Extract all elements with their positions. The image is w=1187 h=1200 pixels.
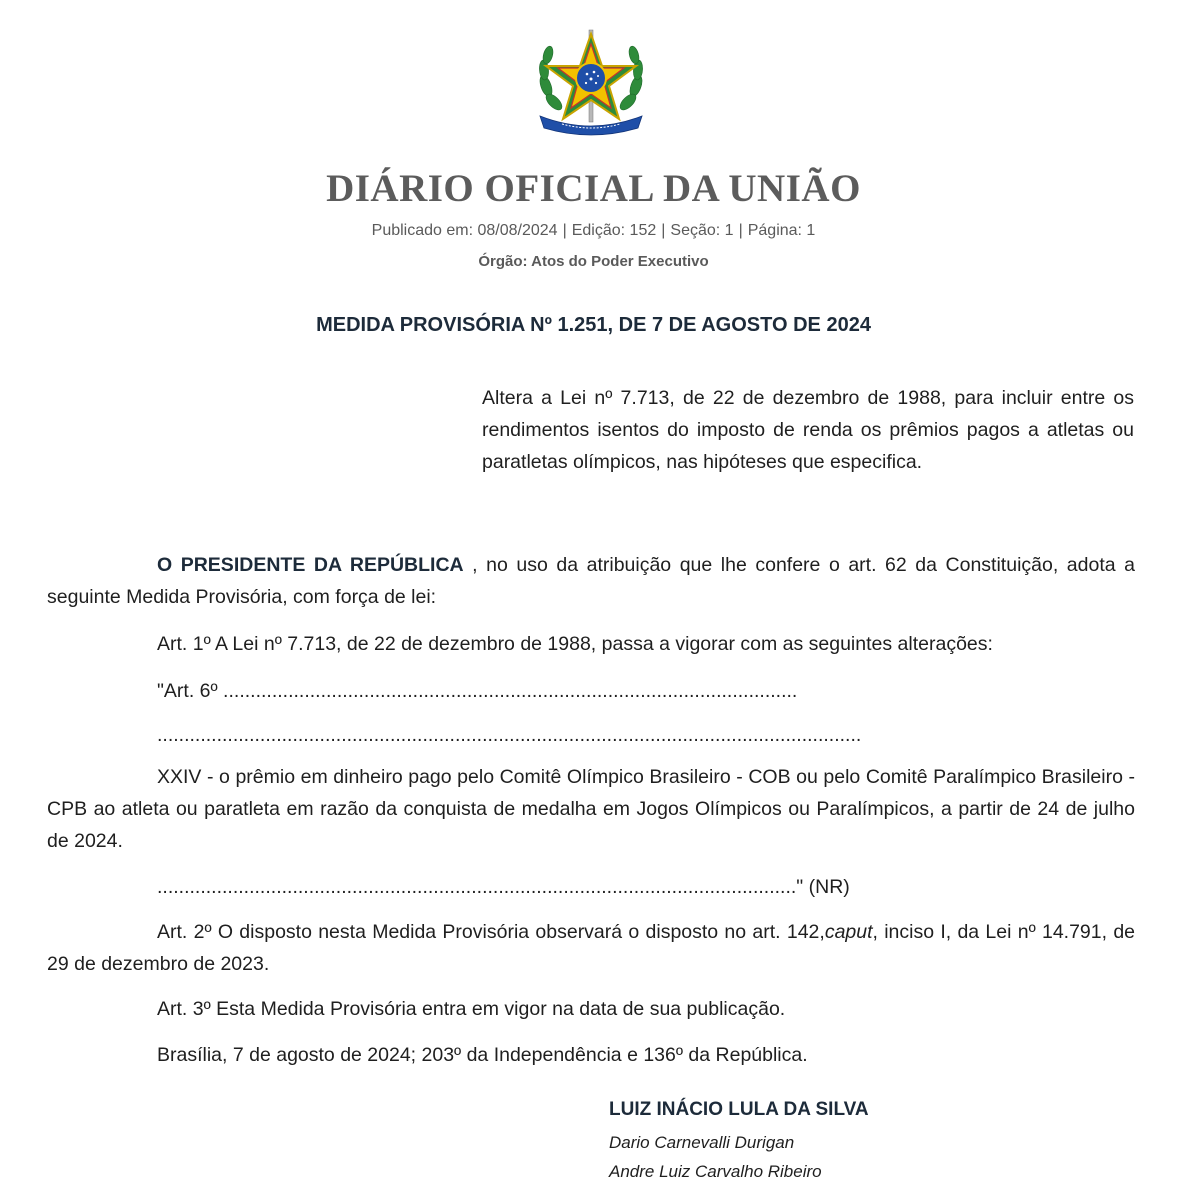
section-number: Seção: 1: [670, 222, 734, 239]
president-signature: LUIZ INÁCIO LULA DA SILVA: [609, 1099, 869, 1120]
edition-number: Edição: 152: [571, 222, 657, 239]
preamble-authority: O PRESIDENTE DA REPÚBLICA: [157, 554, 464, 576]
minister-signature: Dario Carnevalli Durigan: [609, 1133, 795, 1152]
article-2: [47, 916, 1135, 980]
coat-of-arms-icon: [532, 28, 650, 138]
article-1: Art. 1º A Lei nº 7.713, de 22 de dezembro de 1988, passa a vigorar com as seguintes alterações:: [157, 633, 993, 655]
item-xxiv: XXIV - o prêmio em dinheiro pago pelo Comitê Olímpico Brasileiro - COB ou pelo Comitê Paralímpico Brasileiro - CPB ao atleta ou paratleta em razão da conquista de medalha em Jogos Olímpicos ou Paralímpicos, a partir de 24 de julho de 2024.: [47, 766, 1135, 852]
nr-line: ......................................................................................................................" (NR): [157, 876, 850, 898]
caput-term: caput: [824, 921, 873, 943]
preamble-text: , no uso da atribuição que lhe confere o art. 62 da Constituição, adota a seguinte Medida Provisória, com força de lei:: [47, 554, 1135, 608]
minister-signature: Andre Luiz Carvalho Ribeiro: [609, 1162, 822, 1181]
organ-label: Órgão: Atos do Poder Executivo: [478, 253, 709, 270]
separator: |: [562, 222, 567, 239]
preamble: [47, 549, 1135, 613]
closing-line: Brasília, 7 de agosto de 2024; 203º da Independência e 136º da República.: [157, 1044, 808, 1066]
article-3: Art. 3º Esta Medida Provisória entra em vigor na data de sua publicação.: [157, 998, 786, 1020]
published-date: Publicado em: 08/08/2024: [371, 222, 558, 239]
article-2-text: Art. 2º O disposto nesta Medida Provisória observará o disposto no art. 142,: [157, 921, 825, 943]
act-title: MEDIDA PROVISÓRIA Nº 1.251, DE 7 DE AGOSTO DE 2024: [316, 314, 871, 336]
separator: |: [738, 222, 743, 239]
journal-title: DIÁRIO OFICIAL DA UNIÃO: [326, 167, 861, 210]
omission-dots: ..................................................................................................................................: [157, 724, 862, 746]
art-6-line: "Art. 6º ..........................................................................................................: [157, 680, 798, 702]
separator: |: [661, 222, 666, 239]
article-2-text-end: , inciso I, da Lei nº 14.791, de 29 de dezembro de 2023.: [47, 921, 1136, 975]
publication-info: [0, 222, 1187, 240]
ementa: Altera a Lei nº 7.713, de 22 de dezembro de 1988, para incluir entre os rendimentos isentos do imposto de renda os prêmios pagos a atletas ou paratletas olímpicos, nas hipóteses que especifica.: [482, 387, 1134, 473]
page-number: Página: 1: [747, 222, 816, 239]
